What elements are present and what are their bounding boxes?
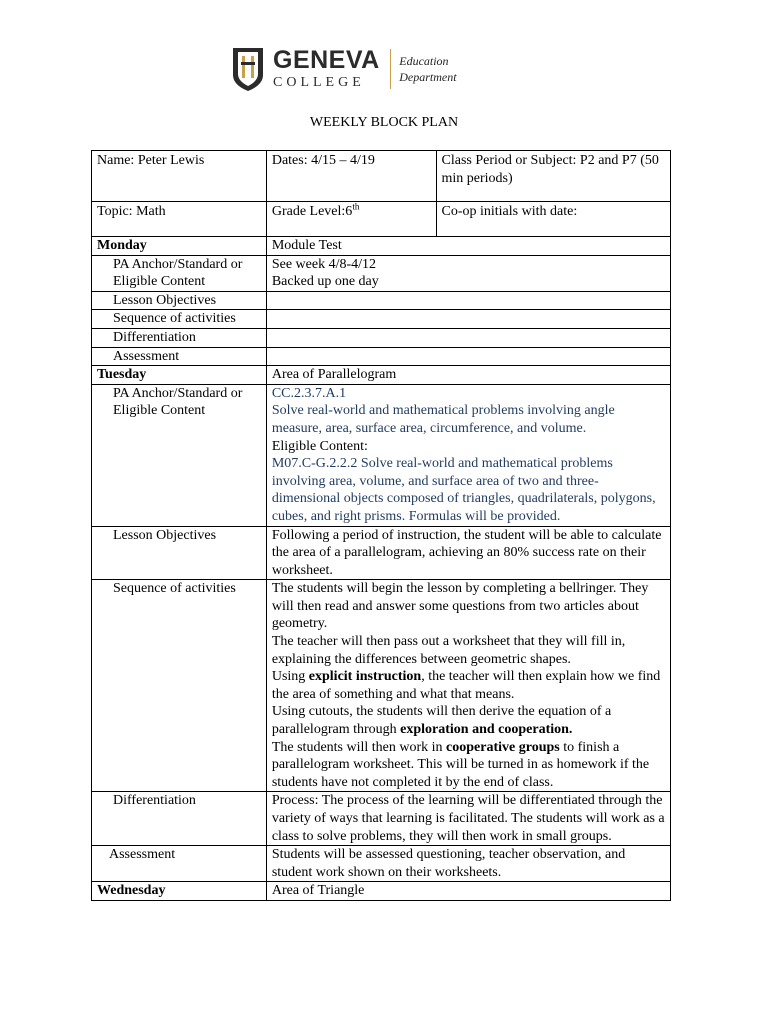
name-cell: Name: Peter Lewis [92,151,267,202]
monday-objectives-content [266,291,670,310]
monday-objectives-row [92,291,671,310]
monday-pa-line: See week 4/8-4/12 [271,256,377,272]
objectives-label: Lesson Objectives [92,526,267,580]
pa-anchor-label: PA Anchor/Standard or Eligible Content [92,384,267,526]
monday-assessment-content [266,347,670,366]
monday-pa-row [92,255,671,291]
seq-text: The students will then work in [271,739,447,755]
eligible-content-text: M07.C-G.2.2.2 Solve real-world and mathematical problems involving area, volume, and surface area of two and three-dimensional objects composed of triangles, quadrilaterals, polygons, cubes, and right prisms. Formulas will be provided. [271,456,656,524]
day-label-wednesday: Wednesday [92,882,267,901]
dates-cell: Dates: 4/15 – 4/19 [266,151,436,202]
tuesday-assessment-row [92,846,671,882]
document-title: WEEKLY BLOCK PLAN [309,115,459,130]
objectives-label: Lesson Objectives [92,291,267,310]
tuesday-row [92,366,671,385]
eligible-content-label: Eligible Content: [271,438,368,454]
tuesday-sequence-row [92,580,671,792]
standard-text: Solve real-world and mathematical problems involving angle measure, area, surface area, circumference, and volume. [271,403,615,436]
sequence-step [272,703,665,738]
tuesday-assessment-content: Students will be assessed questioning, teacher observation, and student work shown on their worksheets. [266,846,670,882]
monday-assessment-row [92,347,671,366]
logo-name: GENEVA [273,45,380,74]
tuesday-objectives-content: Following a period of instruction, the student will be able to calculate the area of a parallelogram, achieving an 80% success rate on their worksheet. [266,526,670,580]
day-label-monday: Monday [92,237,267,256]
logo-dept-line1: Education [399,54,449,68]
tuesday-pa-row [92,384,671,526]
logo-department [399,53,456,85]
logo-divider [390,49,392,89]
tuesday-objectives-row [92,526,671,580]
seq-emphasis: exploration and cooperation. [400,722,573,738]
monday-pa-content [266,255,670,291]
grade-level-suffix: th [352,201,360,212]
seq-emphasis: explicit instruction [308,669,422,685]
assessment-label: Assessment [92,846,267,882]
wednesday-row [92,882,671,901]
tuesday-differentiation-content: Process: The process of the learning will be differentiated through the variety of ways that learning is facilitated. The students will work as a class to solve problems, they will then work in small groups. [266,792,670,846]
monday-differentiation-row [92,328,671,347]
header-row-2 [92,202,671,237]
monday-differentiation-content [266,328,670,347]
sequence-label: Sequence of activities [92,310,267,329]
differentiation-label: Differentiation [92,792,267,846]
day-label-tuesday: Tuesday [92,366,267,385]
tuesday-differentiation-row [92,792,671,846]
grade-level-cell [266,202,436,237]
logo [230,44,457,94]
seq-text: to finish a parallelogram worksheet. This will be turned in as homework if the students have not completed it by the end of class. [271,739,650,790]
monday-sequence-content [266,310,670,329]
logo-wordmark [273,45,380,91]
sequence-label: Sequence of activities [92,580,267,792]
seq-text: Using [271,669,309,685]
tuesday-sequence-content [266,580,670,792]
monday-row [92,237,671,256]
logo-dept-line2: Department [399,70,457,84]
standard-code: CC.2.3.7.A.1 [271,385,347,401]
wednesday-topic: Area of Triangle [266,882,670,901]
header-row-1 [92,151,671,202]
sequence-step [272,668,665,703]
coop-initials-cell: Co-op initials with date: [436,202,671,237]
sequence-step [272,739,665,792]
seq-text: Using cutouts, the students will then derive the equation of a parallelogram through [271,704,612,738]
assessment-label: Assessment [92,347,267,366]
seq-emphasis: cooperative groups [446,739,560,755]
logo-subname: COLLEGE [273,74,365,90]
sequence-step: The students will begin the lesson by completing a bellringer. They will then read and answer some questions from two articles about geometry. [271,581,649,632]
geneva-shield-icon [230,45,266,93]
topic-cell: Topic: Math [92,202,267,237]
sequence-step: The teacher will then pass out a worksheet that they will fill in, explaining the differences between geometric shapes. [271,634,626,667]
tuesday-topic: Area of Parallelogram [266,366,670,385]
grade-level-text: Grade Level:6 [271,204,353,219]
pa-anchor-label: PA Anchor/Standard or Eligible Content [92,255,267,291]
monday-topic: Module Test [266,237,670,256]
differentiation-label: Differentiation [92,328,267,347]
monday-sequence-row [92,310,671,329]
seq-text: , the teacher will then explain how we find the area of something and what that means. [271,669,661,702]
tuesday-pa-content [266,384,670,526]
monday-pa-line: Backed up one day [271,274,379,290]
block-plan-table [91,150,671,901]
class-period-cell: Class Period or Subject: P2 and P7 (50 min periods) [436,151,671,202]
